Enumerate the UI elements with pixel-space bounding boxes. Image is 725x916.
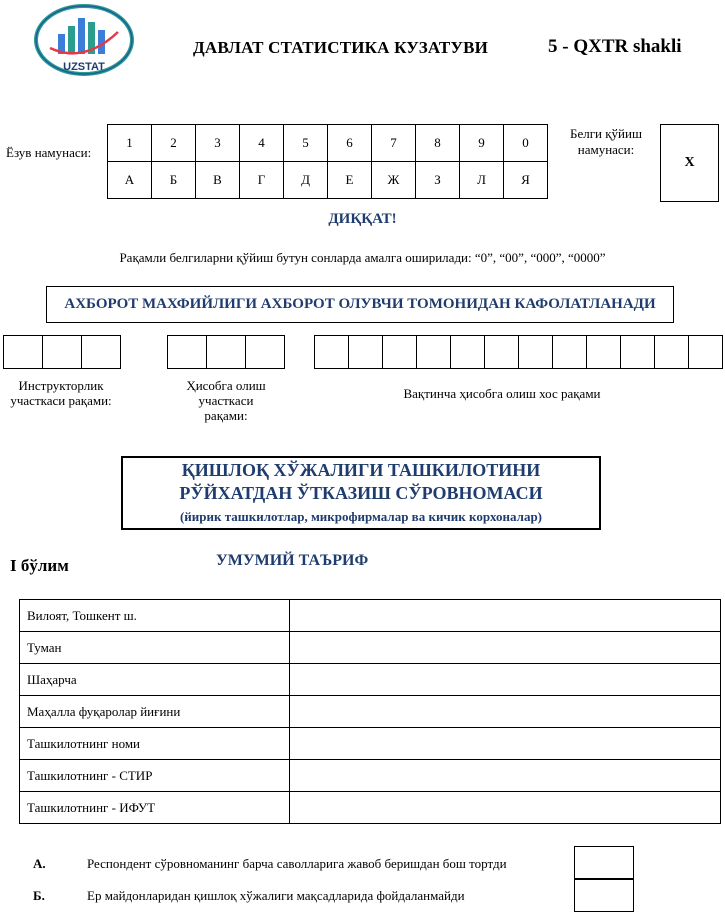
row-label: Ташкилотнинг номи [20,728,290,760]
instructor-code-label: Инструкторлик участкаси рақами: [10,378,112,408]
sample-digit: 5 [284,125,328,162]
accounting-code-label: Ҳисобга олиш участкаси рақами: [186,378,266,423]
code-cell[interactable] [552,335,587,369]
code-cell[interactable] [206,335,246,369]
form-subtitle: (йирик ташкилотлар, микрофирмалар ва кичик корхоналар) [179,509,543,524]
row-label: Туман [20,632,290,664]
code-cell[interactable] [314,335,349,369]
mark-sample-box: X [660,124,719,202]
row-label: Вилоят, Тошкент ш. [20,600,290,632]
answer-b-letter: Б. [33,888,45,903]
sample-digit: 8 [416,125,460,162]
sample-letters-row [108,162,548,199]
sample-letter: Л [460,162,504,199]
confidentiality-banner: АХБОРОТ МАХФИЙЛИГИ АХБОРОТ ОЛУВЧИ ТОМОНИДАН КАФОЛАТЛАНАДИ [46,286,674,323]
instructor-code-cells [3,335,121,369]
sample-digit: 6 [328,125,372,162]
table-row [20,728,721,760]
sample-digit: 0 [504,125,548,162]
sample-letter: З [416,162,460,199]
code-cell[interactable] [348,335,383,369]
row-value-field[interactable] [290,728,721,760]
code-cell[interactable] [167,335,207,369]
form-title-box [121,456,601,530]
table-row [20,664,721,696]
row-value-field[interactable] [290,760,721,792]
row-value-field[interactable] [290,664,721,696]
sample-label: Ёзув намунаси: [6,145,92,160]
row-value-field[interactable] [290,632,721,664]
code-cell[interactable] [81,335,121,369]
code-cell[interactable] [245,335,285,369]
attention-note: Рақамли белгиларни қўйиш бутун сонларда амалга оширилади: “0”, “00”, “000”, “0000” [119,250,606,265]
sample-digit: 1 [108,125,152,162]
sample-letter: Б [152,162,196,199]
section-title: УМУМИЙ ТАЪРИФ [216,552,369,569]
code-cell[interactable] [654,335,689,369]
temp-code-label: Вақтинча ҳисобга олиш хос рақами [403,386,601,401]
svg-text:UZSTAT: UZSTAT [63,61,105,73]
sample-letter: Е [328,162,372,199]
form-code: 5 - QXTR shakli [548,36,682,57]
section-number: I бўлим [10,556,69,575]
code-cell[interactable] [3,335,43,369]
header-title: ДАВЛАТ СТАТИСТИКА КУЗАТУВИ [193,38,489,57]
sample-digit: 9 [460,125,504,162]
row-value-field[interactable] [290,792,721,824]
uzstat-logo [34,4,134,76]
row-value-field[interactable] [290,600,721,632]
sample-letter: Г [240,162,284,199]
code-cell[interactable] [586,335,621,369]
answer-b-checkbox[interactable] [574,878,634,912]
accounting-code-cells [167,335,285,369]
mark-sample-label: Белги қўйиш намунаси: [569,126,642,157]
sample-letter: А [108,162,152,199]
sample-digit: 2 [152,125,196,162]
answer-a-checkbox[interactable] [574,846,634,880]
temp-code-cells [314,335,723,369]
answer-b-text: Ер майдонларидан қишлоқ хўжалиги мақсадларида фойдаланмайди [87,888,465,903]
table-row [20,600,721,632]
sample-letter: Д [284,162,328,199]
sample-letter: Я [504,162,548,199]
sample-digit: 3 [196,125,240,162]
code-cell[interactable] [382,335,417,369]
answer-a-text: Респондент сўровноманинг барча саволларига жавоб беришдан бош тортди [87,856,507,871]
attention-title: ДИҚҚАТ! [328,211,397,227]
sample-digit: 4 [240,125,284,162]
form-title-line2: РЎЙХАТДАН ЎТКАЗИШ СЎРОВНОМАСИ [179,483,543,503]
sample-digit: 7 [372,125,416,162]
table-row [20,792,721,824]
answer-a-letter: А. [33,856,46,871]
table-row [20,760,721,792]
code-cell[interactable] [484,335,519,369]
writing-sample-table [107,124,548,199]
table-row [20,632,721,664]
table-row [20,696,721,728]
row-label: Шаҳарча [20,664,290,696]
code-cell[interactable] [42,335,82,369]
form-title-line1: ҚИШЛОҚ ХЎЖАЛИГИ ТАШКИЛОТИНИ [181,460,541,480]
code-cell[interactable] [416,335,451,369]
code-cell[interactable] [450,335,485,369]
sample-digits-row [108,125,548,162]
general-info-table [19,599,721,824]
row-label: Ташкилотнинг - ИФУТ [20,792,290,824]
sample-letter: В [196,162,240,199]
row-label: Ташкилотнинг - СТИР [20,760,290,792]
code-cell[interactable] [518,335,553,369]
code-cell[interactable] [620,335,655,369]
row-label: Маҳалла фуқаролар йиғини [20,696,290,728]
row-value-field[interactable] [290,696,721,728]
sample-letter: Ж [372,162,416,199]
code-cell[interactable] [688,335,723,369]
